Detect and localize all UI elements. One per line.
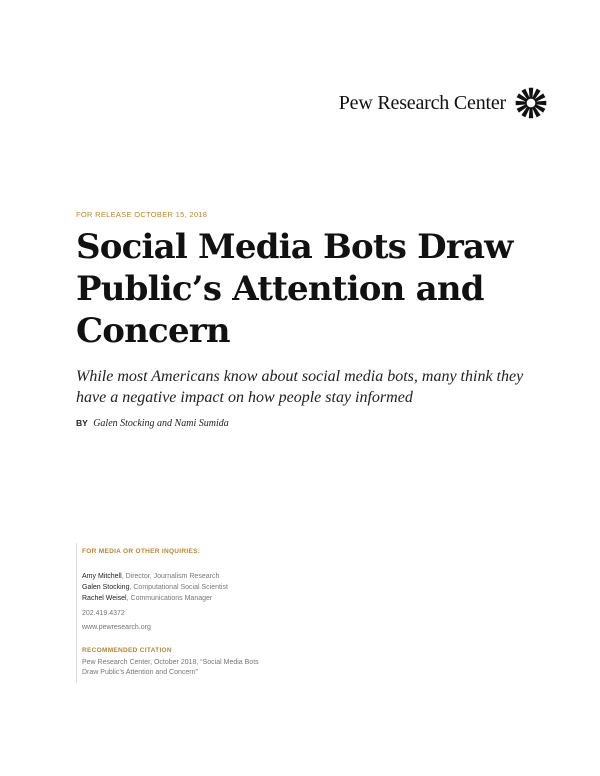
contact-heading: FOR MEDIA OR OTHER INQUIRIES: <box>82 548 201 555</box>
release-date: FOR RELEASE OCTOBER 15, 2018 <box>76 210 208 219</box>
contact-name: Amy Mitchell <box>82 573 122 580</box>
byline-authors: Galen Stocking and Nami Sumida <box>93 418 229 429</box>
logo-text: Pew Research Center <box>338 91 506 114</box>
citation-heading: RECOMMENDED CITATION <box>82 647 172 654</box>
pew-logo <box>339 86 548 120</box>
contact-role: , Director, Journalism Research <box>121 573 220 580</box>
contact-box <box>76 543 322 683</box>
byline-label: BY <box>76 418 88 428</box>
citation-text: Pew Research Center, October 2018, “Social Media Bots Draw Public’s Attention and Concern” <box>82 659 259 676</box>
contact-row <box>82 593 322 604</box>
contact-row <box>82 582 322 593</box>
contact-name: Rachel Weisel <box>82 595 127 602</box>
report-title: Social Media Bots Draw Public’s Attention and Concern <box>76 227 513 351</box>
contact-phone: 202.419.4372 <box>82 610 125 617</box>
contact-role: , Communications Manager <box>126 595 213 602</box>
report-subtitle: While most Americans know about social media bots, many think they have a negative impact on how people stay informed <box>76 368 524 406</box>
contact-role: , Computational Social Scientist <box>129 584 228 591</box>
contact-list <box>82 571 322 604</box>
contact-row <box>82 571 322 582</box>
byline <box>76 418 229 429</box>
contact-website-link[interactable]: www.pewresearch.org <box>82 624 151 631</box>
sunburst-icon <box>514 86 548 120</box>
contact-name: Galen Stocking <box>82 584 130 591</box>
